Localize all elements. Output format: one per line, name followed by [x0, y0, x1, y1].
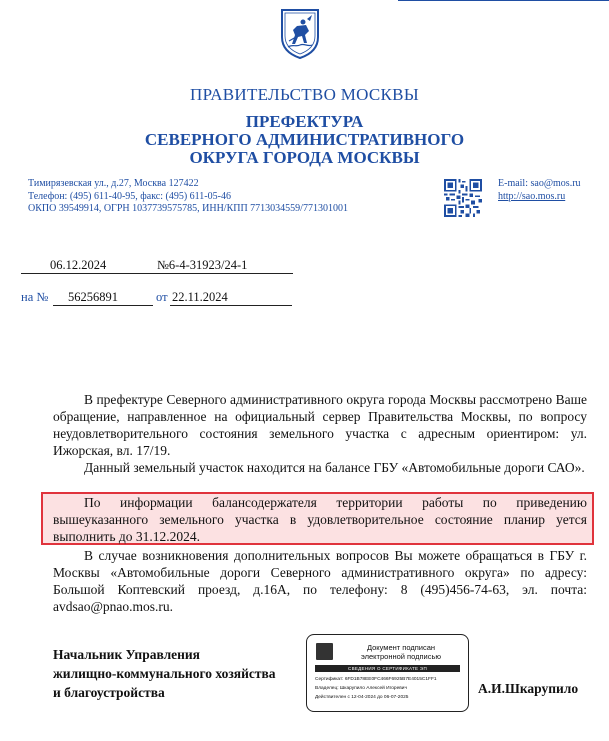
- prefecture-line-1: ПРЕФЕКТУРА: [245, 112, 364, 131]
- paragraph-4: В случае возникновения дополнительных вопросов Вы можете обращаться в ГБУ г. Москвы «Автомобильные дороги Северного административного округа» по адресу: Большой Коптевский проезд, д.16А, по телефону: 8 (495)456-74-63, эл. почта: avdsao@pnao.mos.ru.: [53, 548, 587, 614]
- letter-date: 06.12.2024: [50, 258, 107, 272]
- paragraph-2: Данный земельный участок находится на балансе ГБУ «Автомобильные дороги САО».: [84, 460, 585, 475]
- prefecture-line-2: СЕВЕРНОГО АДМИНИСТРАТИВНОГО: [144, 130, 465, 149]
- government-title: ПРАВИТЕЛЬСТВО МОСКВЫ: [190, 85, 419, 104]
- letter-body-part2: [53, 547, 587, 615]
- signer-position: [53, 645, 276, 702]
- ref-prefix: на №: [21, 290, 49, 304]
- position-line-3: и благоустройства: [53, 685, 165, 700]
- signer-name: А.И.Шкарупило: [478, 681, 579, 696]
- position-line-1: Начальник Управления: [53, 647, 200, 662]
- email-link[interactable]: E-mail: sao@mos.ru: [498, 178, 581, 189]
- phone-line: Телефон: (495) 611-40-95, факс: (495) 611-05-46: [28, 190, 231, 202]
- prefecture-line-3: ОКРУГА ГОРОДА МОСКВЫ: [189, 148, 420, 167]
- ref-date: 22.11.2024: [172, 290, 228, 304]
- paragraph-3: По информации балансодержателя территории работы по приведению вышеуказанного земельного участка в удовлетворительное состояние планир уется выполнить до 31.12.2024.: [53, 495, 587, 544]
- letter-number: №6-4-31923/24-1: [157, 258, 248, 272]
- site-link[interactable]: http://sao.mos.ru: [498, 190, 566, 202]
- position-line-2: жилищно-коммунального хозяйства: [53, 666, 276, 681]
- registry-line: ОКПО 39549914, ОГРН 1037739575785, ИНН/КПП 7713034559/771301001: [28, 203, 348, 214]
- highlighted-paragraph: [53, 494, 587, 545]
- letter-body-part1: [53, 391, 587, 476]
- ref-from: от: [156, 290, 168, 304]
- registration-block: [0, 0, 609, 320]
- stamp-title-1: Документ подписан: [366, 643, 436, 652]
- address-line: Тимирязевская ул., д.27, Москва 127422: [28, 178, 199, 189]
- stamp-owner: Владелец: Шкарупило Алексей Игоревич: [315, 686, 407, 691]
- electronic-signature-stamp: [306, 634, 469, 712]
- stamp-title: [341, 643, 461, 661]
- stamp-cert-bar: СВЕДЕНИЯ О СЕРТИФИКАТЕ ЭП: [315, 665, 460, 672]
- paragraph-1: В префектуре Северного административного округа города Москвы рассмотрено Ваше обращение, направленное на официальный сервер Правительства Москвы, по вопросу неудовлетворительного состояния земельного участка с адресным ориентиром: ул. Ижорская, вл. 17/19.: [53, 392, 587, 458]
- emblem-icon: [316, 643, 333, 660]
- stamp-title-2: электронной подписью: [360, 652, 442, 661]
- stamp-valid: Действителен с 12-04-2024 до 06-07-2025: [315, 695, 409, 700]
- stamp-cert: Сертификат: 6FD1B78EE0FC466F6925B7E4015C1FF1: [315, 677, 437, 682]
- ref-number: 56256891: [68, 290, 118, 304]
